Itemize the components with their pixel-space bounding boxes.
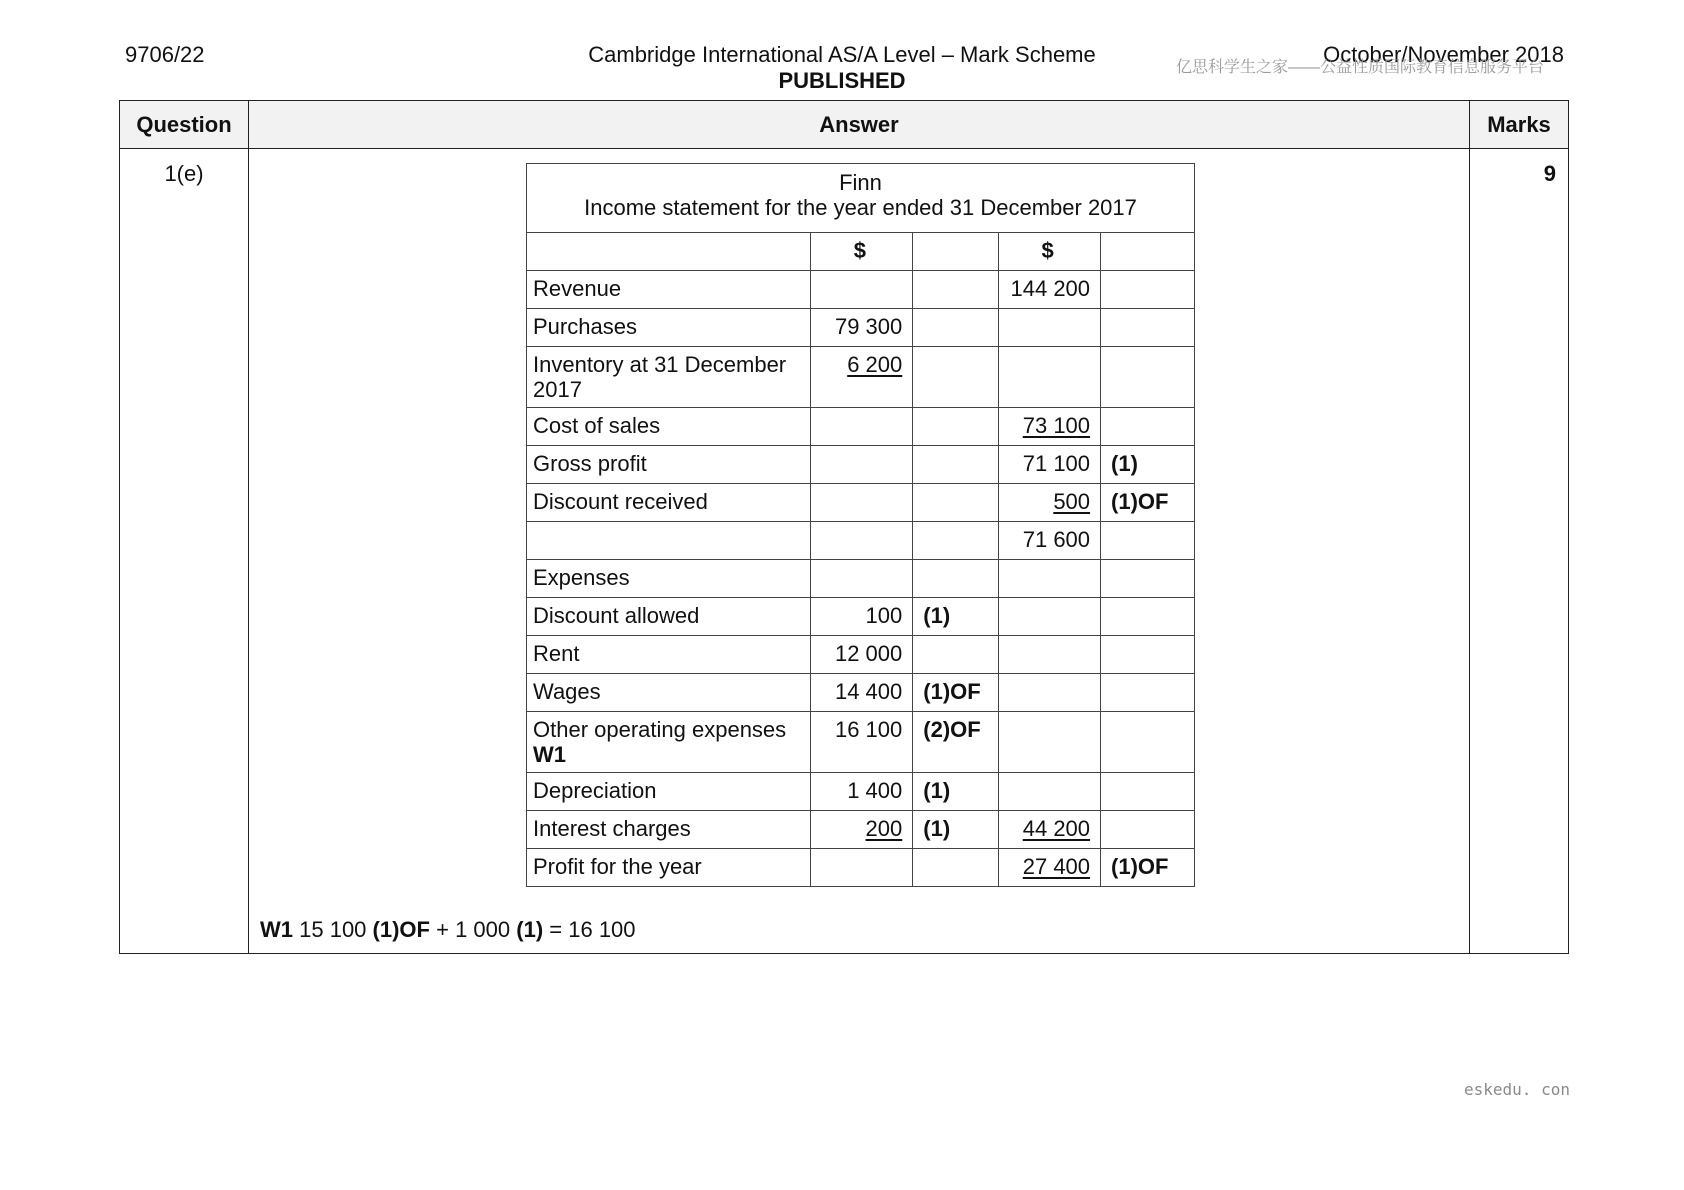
value-col-1 <box>811 849 913 887</box>
statement-row <box>527 408 1195 446</box>
value-col-2: 144 200 <box>999 271 1101 309</box>
row-label: Interest charges <box>527 811 811 849</box>
value-col-1 <box>811 271 913 309</box>
mark-col-1 <box>913 408 999 446</box>
underlined-value: 44 200 <box>1022 816 1091 841</box>
mark-col-2 <box>1101 271 1195 309</box>
statement-row <box>527 773 1195 811</box>
mark-col-2: (1) <box>1101 446 1195 484</box>
statement-row <box>527 347 1195 408</box>
statement-row <box>527 522 1195 560</box>
mark-col-1 <box>913 309 999 347</box>
paper-code: 9706/22 <box>125 42 205 67</box>
currency-heading-2: $ <box>999 233 1101 271</box>
working-part-1: 15 100 <box>299 917 367 942</box>
value-col-2 <box>999 408 1101 446</box>
mark-col-2 <box>1101 522 1195 560</box>
mark-scheme-table <box>119 100 1569 954</box>
mark-col-2 <box>1101 773 1195 811</box>
working-part-2: + 1 000 <box>436 917 511 942</box>
value-col-1 <box>811 522 913 560</box>
value-col-2 <box>999 811 1101 849</box>
row-label: Expenses <box>527 560 811 598</box>
interest-charges-value: 200 <box>865 816 903 841</box>
footer-watermark: eskedu. con <box>1464 1080 1570 1099</box>
value-col-2 <box>999 712 1101 773</box>
statement-row <box>527 309 1195 347</box>
statement-row <box>527 636 1195 674</box>
value-col-2 <box>999 674 1101 712</box>
mark-col-2 <box>1101 636 1195 674</box>
value-col-1: 14 400 <box>811 674 913 712</box>
row-label: Inventory at 31 December 2017 <box>527 347 811 408</box>
mark-col-1 <box>913 271 999 309</box>
mark-heading-2 <box>1101 233 1195 271</box>
column-header-answer: Answer <box>249 101 1470 149</box>
business-name: Finn <box>839 170 882 195</box>
mark-heading-1 <box>913 233 999 271</box>
row-label: Gross profit <box>527 446 811 484</box>
row-label: Cost of sales <box>527 408 811 446</box>
mark-col-1 <box>913 560 999 598</box>
row-label: Purchases <box>527 309 811 347</box>
row-label: Discount allowed <box>527 598 811 636</box>
row-label: Profit for the year <box>527 849 811 887</box>
statement-row <box>527 598 1195 636</box>
discount-received-value: 500 <box>1053 489 1091 514</box>
working-mark-1: (1)OF <box>372 917 430 942</box>
mark-col-2 <box>1101 712 1195 773</box>
statement-row <box>527 849 1195 887</box>
value-col-1 <box>811 408 913 446</box>
value-col-2 <box>999 484 1101 522</box>
working-ref: W1 <box>260 917 293 942</box>
value-col-1 <box>811 560 913 598</box>
column-header-question: Question <box>120 101 249 149</box>
statement-row <box>527 271 1195 309</box>
mark-col-1: (2)OF <box>913 712 999 773</box>
row-label: Rent <box>527 636 811 674</box>
value-col-1: 12 000 <box>811 636 913 674</box>
value-col-2: 71 600 <box>999 522 1101 560</box>
underlined-value: 6 200 <box>847 352 903 377</box>
mark-col-2: (1)OF <box>1101 849 1195 887</box>
mark-col-2 <box>1101 598 1195 636</box>
value-col-2 <box>999 347 1101 408</box>
working-reference: W1 <box>533 742 566 767</box>
row-label <box>527 522 811 560</box>
row-label: Depreciation <box>527 773 811 811</box>
statement-row <box>527 674 1195 712</box>
mark-col-1 <box>913 522 999 560</box>
mark-col-1 <box>913 347 999 408</box>
value-col-2 <box>999 849 1101 887</box>
value-col-1 <box>811 446 913 484</box>
mark-col-2 <box>1101 309 1195 347</box>
mark-col-2 <box>1101 674 1195 712</box>
working-mark-2: (1) <box>516 917 544 942</box>
row-label: Discount received <box>527 484 811 522</box>
value-col-2: 71 100 <box>999 446 1101 484</box>
statement-row <box>527 560 1195 598</box>
answer-cell <box>249 149 1470 954</box>
value-col-2 <box>999 309 1101 347</box>
value-col-1: 1 400 <box>811 773 913 811</box>
underlined-value: 73 100 <box>1022 413 1091 438</box>
currency-heading-1: $ <box>811 233 913 271</box>
value-col-1: 79 300 <box>811 309 913 347</box>
statement-row <box>527 712 1195 773</box>
currency-row-label <box>527 233 811 271</box>
value-col-1 <box>811 484 913 522</box>
value-col-1 <box>811 811 913 849</box>
mark-col-2 <box>1101 811 1195 849</box>
row-label: Wages <box>527 674 811 712</box>
exam-session: October/November 2018 <box>1323 42 1564 67</box>
row-label: Revenue <box>527 271 811 309</box>
row-label <box>527 712 811 773</box>
mark-col-1 <box>913 849 999 887</box>
statement-row <box>527 484 1195 522</box>
mark-col-1 <box>913 484 999 522</box>
mark-col-2 <box>1101 408 1195 446</box>
mark-col-1: (1)OF <box>913 674 999 712</box>
mark-col-2 <box>1101 347 1195 408</box>
question-number: 1(e) <box>120 149 249 954</box>
underlined-value <box>842 816 903 841</box>
value-col-1 <box>811 347 913 408</box>
value-col-2 <box>999 636 1101 674</box>
statement-heading <box>527 164 1195 233</box>
mark-col-1 <box>913 636 999 674</box>
mark-col-1 <box>913 446 999 484</box>
mark-col-1: (1) <box>913 773 999 811</box>
column-header-marks: Marks <box>1470 101 1569 149</box>
mark-col-2 <box>1101 560 1195 598</box>
document-title: Cambridge International AS/A Level – Mark Scheme <box>588 42 1096 67</box>
working-note <box>260 917 636 943</box>
value-col-2 <box>999 773 1101 811</box>
statement-row <box>527 811 1195 849</box>
document-status: PUBLISHED <box>778 68 906 93</box>
income-statement <box>526 163 1195 887</box>
underlined-value <box>1023 489 1090 514</box>
statement-row <box>527 446 1195 484</box>
value-col-2 <box>999 560 1101 598</box>
row-label-text: Other operating expenses <box>533 717 787 742</box>
marks-value: 9 <box>1470 149 1569 954</box>
mark-col-2: (1)OF <box>1101 484 1195 522</box>
mark-col-1: (1) <box>913 598 999 636</box>
value-col-2 <box>999 598 1101 636</box>
working-result: = 16 100 <box>549 917 636 942</box>
value-col-1: 16 100 <box>811 712 913 773</box>
watermark-text: 亿思科学生之家——公益性质国际教育信息服务平台 <box>1176 59 1545 76</box>
mark-col-1: (1) <box>913 811 999 849</box>
underlined-value: 27 400 <box>1022 854 1091 879</box>
statement-title: Income statement for the year ended 31 December 2017 <box>584 195 1137 220</box>
value-col-1: 100 <box>811 598 913 636</box>
